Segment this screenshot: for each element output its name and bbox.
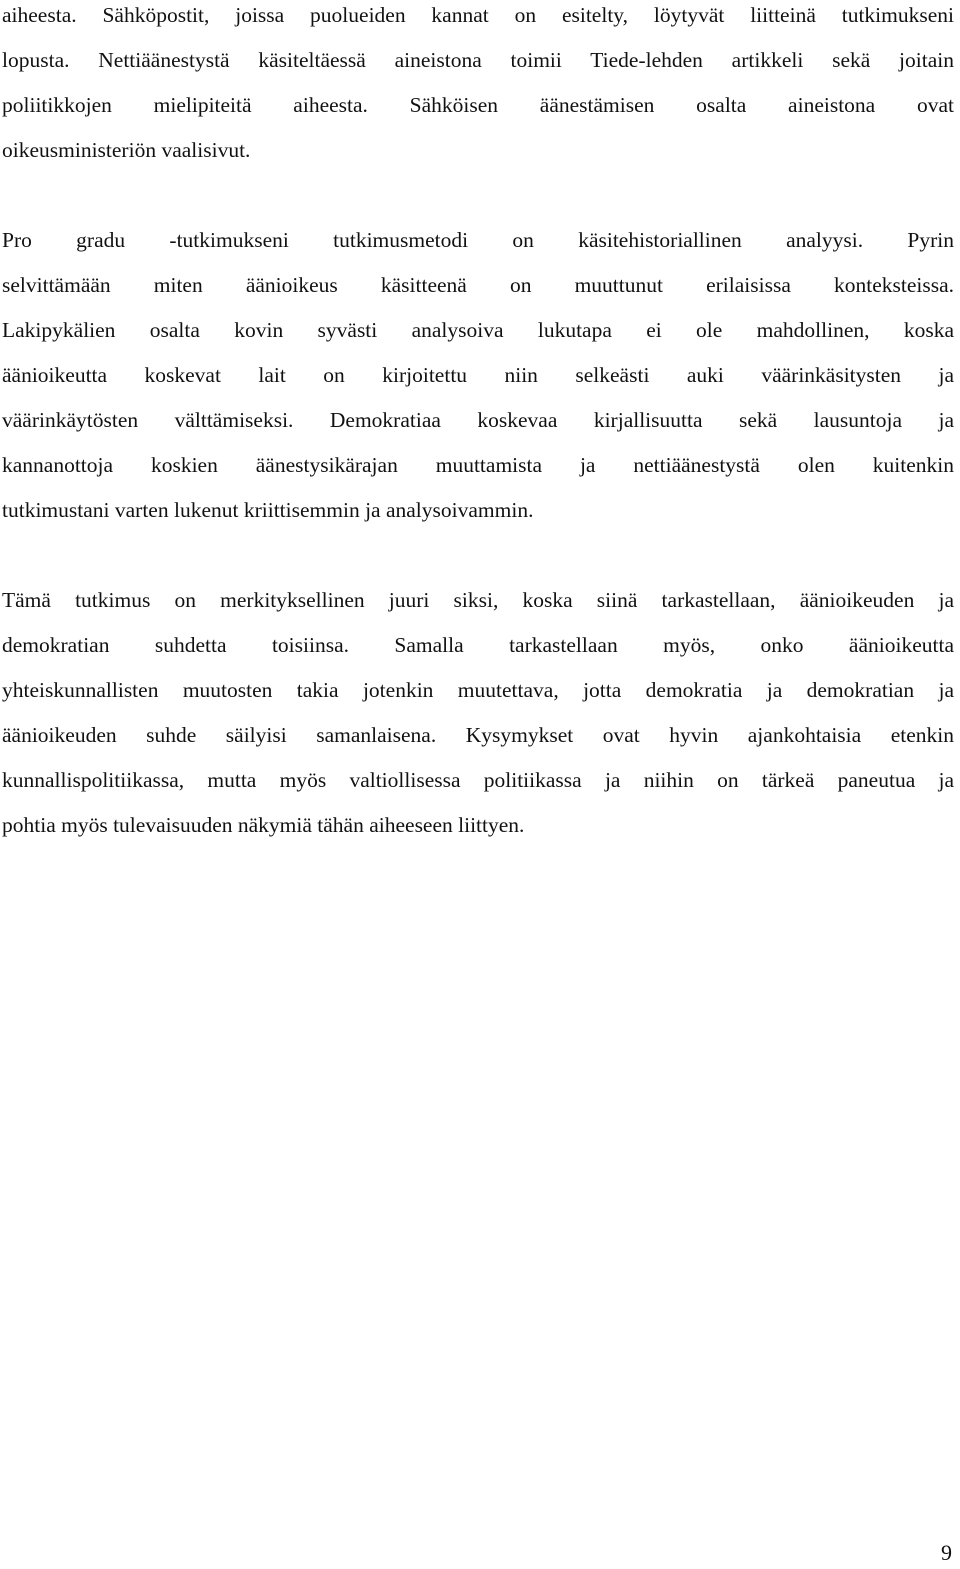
paragraph-line: Tämä tutkimus on merkityksellinen juuri siksi, koska siinä tarkastellaan, äänioikeuden ja bbox=[2, 588, 954, 612]
paragraph-line: tutkimustani varten lukenut kriittisemmin ja analysoivammin. bbox=[2, 498, 534, 522]
paragraph-line: kunnallispolitiikassa, mutta myös valtiollisessa politiikassa ja niihin on tärkeä paneutua ja bbox=[2, 768, 954, 792]
paragraph-line: aiheesta. Sähköpostit, joissa puolueiden kannat on esitelty, löytyvät liitteinä tutkimukseni bbox=[2, 3, 954, 27]
paragraph-line: lopusta. Nettiäänestystä käsiteltäessä aineistona toimii Tiede-lehden artikkeli sekä joitain bbox=[2, 48, 954, 72]
paragraph-line: väärinkäytösten välttämiseksi. Demokratiaa koskevaa kirjallisuutta sekä lausuntoja ja bbox=[2, 408, 954, 432]
paragraph-line: selvittämään miten äänioikeus käsitteenä on muuttunut erilaisissa konteksteissa. bbox=[2, 273, 954, 297]
paragraph-line: demokratian suhdetta toisiinsa. Samalla tarkastellaan myös, onko äänioikeutta bbox=[2, 633, 954, 657]
paragraph-line: yhteiskunnallisten muutosten takia jotenkin muutettava, jotta demokratia ja demokratian ja bbox=[2, 678, 954, 702]
paragraph-line: kannanottoja koskien äänestysikärajan muuttamista ja nettiäänestystä olen kuitenkin bbox=[2, 453, 954, 477]
page-number: 9 bbox=[941, 1540, 952, 1565]
paragraph-line: oikeusministeriön vaalisivut. bbox=[2, 138, 251, 162]
paragraph-line: Pro gradu -tutkimukseni tutkimusmetodi on käsitehistoriallinen analyysi. Pyrin bbox=[2, 228, 954, 252]
paragraph-line: äänioikeutta koskevat lait on kirjoitettu niin selkeästi auki väärinkäsitysten ja bbox=[2, 363, 954, 387]
paragraph-line: pohtia myös tulevaisuuden näkymiä tähän aiheeseen liittyen. bbox=[2, 813, 525, 837]
paragraph-line: poliitikkojen mielipiteitä aiheesta. Sähköisen äänestämisen osalta aineistona ovat bbox=[2, 93, 954, 117]
paragraph-line: Lakipykälien osalta kovin syvästi analysoiva lukutapa ei ole mahdollinen, koska bbox=[2, 318, 954, 342]
paragraph-line: äänioikeuden suhde säilyisi samanlaisena. Kysymykset ovat hyvin ajankohtaisia etenkin bbox=[2, 723, 954, 747]
